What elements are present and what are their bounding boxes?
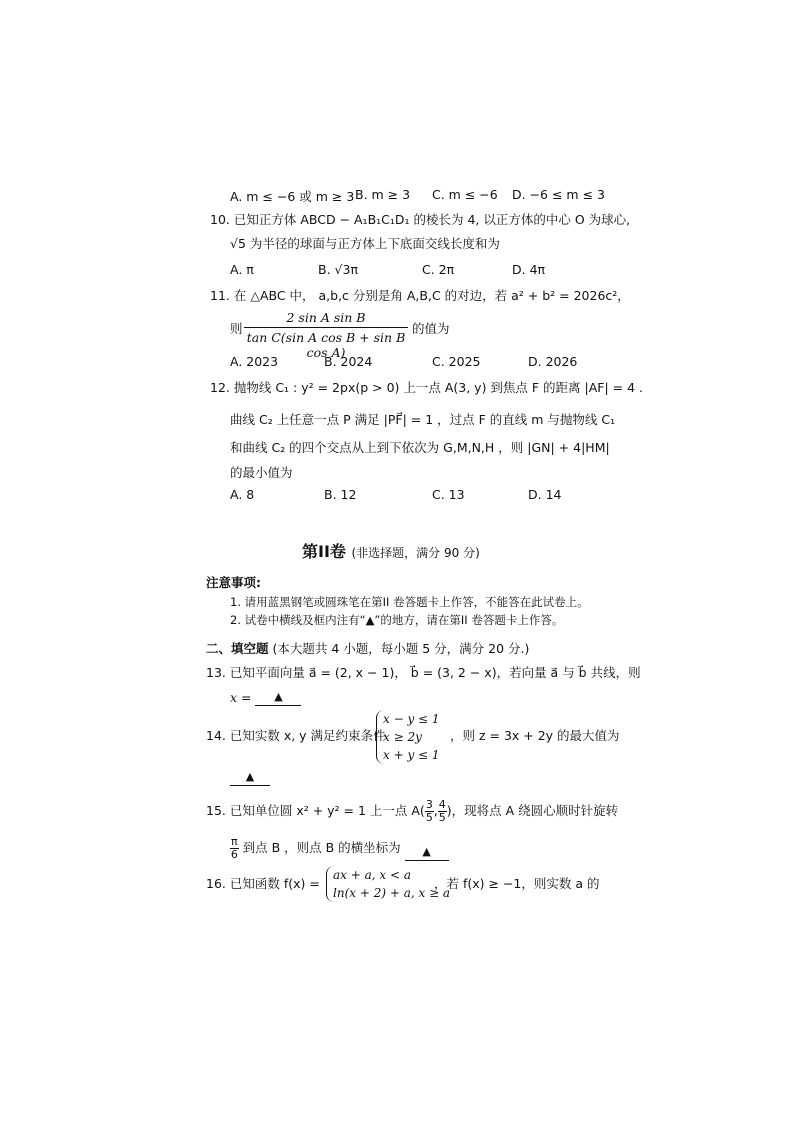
q11-option-a: A. 2023	[230, 354, 279, 369]
notes-item-2: 2. 试卷中横线及框内注有“▲”的地方，请在第II 卷答题卡上作答。	[230, 613, 564, 627]
q15-frac-pi-den: 6	[230, 848, 238, 861]
q12-line4: 的最小值为	[230, 465, 293, 480]
q15-frac-x-num: 3	[425, 798, 433, 811]
q16-prefix: 16. 已知函数 f(x) =	[206, 876, 320, 891]
q14-prefix: 14. 已知实数 x, y 满足约束条件	[206, 728, 386, 743]
q13-line1: 13. 已知平面向量 a⃗ = (2, x − 1)， b⃗ = (3, 2 − x)，若向量 a⃗ 与 b⃗ 共线，则	[206, 665, 641, 680]
q11-line1: 11. 在 △ABC 中， a,b,c 分别是角 A,B,C 的对边，若 a² + b² = 2026c²，	[210, 288, 630, 303]
q14-suffix: ，则 z = 3x + 2y 的最大值为	[450, 728, 620, 743]
q12-option-a: A. 8	[230, 487, 255, 502]
q10-option-c: C. 2π	[422, 262, 455, 277]
q10-option-d: D. 4π	[512, 262, 546, 277]
q12-option-b: B. 12	[324, 487, 357, 502]
q12-line3: 和曲线 C₂ 的四个交点从上到下依次为 G,M,N,H ，则 |GN| + 4|HM|	[230, 440, 610, 455]
triangle-icon: ▲	[274, 690, 283, 703]
q15-line1: 15. 已知单位圆 x² + y² = 1 上一点 A( $\frac{3}{5}$ , $\frac{4}{5}$ )，现将点 A 绕圆心顺时针旋转	[206, 798, 619, 824]
q16-suffix: ，若 f(x) ≥ −1，则实数 a 的	[434, 876, 600, 891]
q9-option-a: A. m ≤ −6 或 m ≥ 3	[230, 189, 355, 204]
section2-heading	[206, 641, 529, 657]
q15-line2	[230, 836, 449, 861]
q14-constraints	[376, 710, 440, 764]
q12-option-c: C. 13	[432, 487, 465, 502]
q15-frac-pi	[230, 836, 239, 861]
q14-constraint-2: x ≥ 2y	[383, 730, 422, 744]
q12-line1: 12. 抛物线 C₁ : y² = 2px(p > 0) 上一点 A(3, y) 到焦点 F 的距离 |AF| = 4 .	[210, 380, 644, 395]
q15-answer-blank	[405, 843, 449, 861]
q10-line2: √5 为半径的球面与正方体上下底面交线长度和为	[230, 236, 500, 251]
triangle-icon: ▲	[245, 770, 255, 783]
q11-option-c: C. 2025	[432, 354, 481, 369]
q11-denominator: tan C(sin A cos B + sin B cos A)	[246, 330, 406, 360]
q16-case-2: ln(x + 2) + a, x ≥ a	[333, 886, 451, 900]
q11-prefix: 则	[230, 321, 243, 336]
q14-constraint-1: x − y ≤ 1	[383, 712, 440, 726]
q9-option-d: D. −6 ≤ m ≤ 3	[512, 187, 605, 202]
q15-frac-pi-num: π	[231, 835, 238, 848]
q15-text-b: )，现将点 A 绕圆心顺时针旋转	[446, 803, 619, 818]
q15-text-c: 到点 B ，则点 B 的横坐标为	[242, 840, 401, 855]
q14-answer-blank	[230, 768, 270, 786]
q16-case-1: ax + a, x < a	[333, 868, 411, 882]
q12-option-d: D. 14	[528, 487, 562, 502]
q11-option-b: B. 2024	[324, 354, 373, 369]
q15-frac-y	[438, 799, 447, 824]
q14-answer-line	[230, 768, 270, 786]
q10-option-a: A. π	[230, 262, 254, 277]
q15-frac-y-num: 4	[438, 798, 446, 811]
q14-constraint-3: x + y ≤ 1	[383, 748, 440, 762]
q13-prefix: x =	[230, 690, 252, 705]
q9-option-b: B. m ≥ 3	[355, 187, 411, 202]
section2-desc: (本大题共 4 小题，每小题 5 分，满分 20 分.)	[272, 641, 530, 656]
notes-item-1: 1. 请用蓝黑钢笔或圆珠笔在第II 卷答题卡上作答，不能答在此试卷上。	[230, 595, 589, 609]
q10-option-b: B. √3π	[318, 262, 358, 277]
q16-piecewise	[326, 866, 450, 902]
section2-title: 二、填空题	[206, 641, 269, 656]
q11-fraction	[244, 310, 408, 360]
q11-numerator: 2 sin A sin B	[244, 310, 408, 328]
q15-text-a: 15. 已知单位圆 x² + y² = 1 上一点 A(	[206, 803, 425, 818]
q13-answer-blank	[255, 688, 301, 706]
q12-line2: 曲线 C₂ 上任意一点 P 满足 |PF⃗| = 1 ，过点 F 的直线 m 与抛物线 C₁	[230, 412, 616, 427]
notes-title: 注意事项:	[206, 575, 261, 590]
q13-line2	[230, 688, 301, 706]
part2-heading	[302, 539, 480, 562]
part2-title: 第II卷	[302, 542, 346, 561]
triangle-icon: ▲	[422, 845, 431, 858]
q15-frac-y-den: 5	[438, 811, 446, 824]
q11-suffix: 的值为	[412, 321, 450, 336]
q15-frac-x	[425, 799, 434, 824]
part2-subtitle: (非选择题，满分 90 分)	[351, 546, 480, 560]
q11-option-d: D. 2026	[528, 354, 578, 369]
q9-option-c: C. m ≤ −6	[432, 187, 498, 202]
q15-frac-x-den: 5	[425, 811, 433, 824]
q10-line1: 10. 已知正方体 ABCD − A₁B₁C₁D₁ 的棱长为 4, 以正方体的中心 O 为球心,	[210, 212, 631, 227]
